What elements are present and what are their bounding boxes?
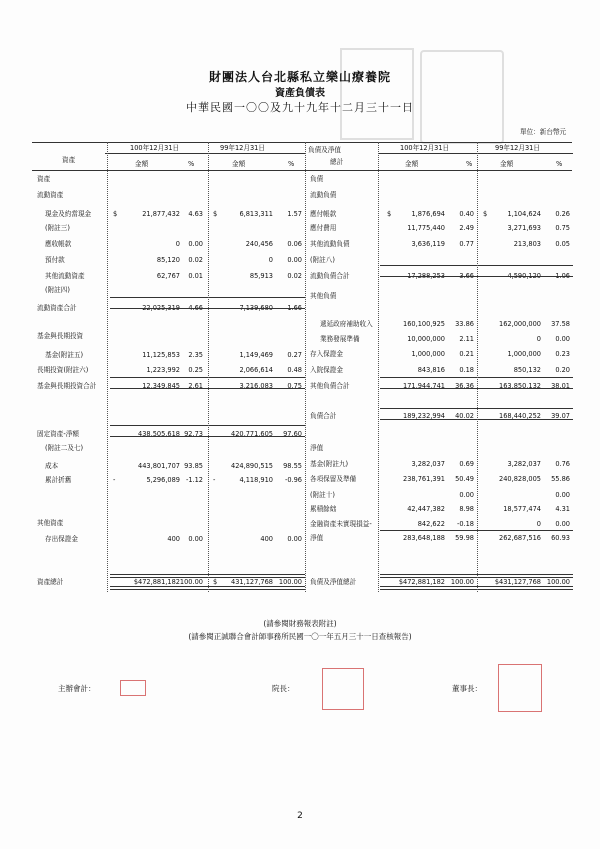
liability-amount-100: 42,447,382 bbox=[407, 505, 445, 513]
liability-pct-99: 0.00 bbox=[555, 335, 570, 343]
asset-row-label: 成本 bbox=[45, 462, 59, 470]
asset-row-label: 存出保證金 bbox=[45, 535, 78, 543]
asset-pct-100: 2.35 bbox=[188, 351, 203, 359]
liability-pct-99: 0.26 bbox=[555, 210, 570, 218]
asset-row-label: 長期投資(附註六) bbox=[37, 366, 89, 374]
liability-row-label: 淨值 bbox=[310, 534, 324, 542]
asset-amount-100: 0 bbox=[175, 240, 180, 248]
col-assets: 資產 bbox=[62, 156, 76, 164]
asset-pct-100: 92.73 bbox=[184, 430, 203, 438]
asset-amount-99: 2,066,614 bbox=[239, 366, 273, 374]
asset-amount-99: 6,813,311 bbox=[239, 210, 273, 218]
asset-pct-99: 98.55 bbox=[283, 462, 302, 470]
asset-pct-99: 97.60 bbox=[283, 430, 302, 438]
asset-row-label: 資產總計 bbox=[37, 578, 64, 586]
asset-amount-99: 4,118,910 bbox=[239, 476, 273, 484]
asset-amount-99: 3,216,083 bbox=[239, 382, 273, 390]
asset-row-label: 基金(附註五) bbox=[45, 351, 84, 359]
report-subtitle: 資產負債表 bbox=[275, 88, 325, 99]
asset-pct-99: 0.75 bbox=[287, 382, 302, 390]
liability-pct-99: 0.00 bbox=[555, 491, 570, 499]
asset-amount-100: 400 bbox=[167, 535, 180, 543]
asset-amount-100: $472,881,182 bbox=[133, 578, 180, 586]
liability-row-label: 負債及淨值總計 bbox=[310, 578, 357, 586]
asset-amount-100: 5,296,089 bbox=[146, 476, 180, 484]
liability-amount-99: 1,000,000 bbox=[507, 350, 541, 358]
asset-amount-99: 85,913 bbox=[249, 272, 273, 280]
report-title: 財團法人台北縣私立樂山療養院 bbox=[208, 70, 391, 84]
liability-amount-99: 163,850,132 bbox=[499, 382, 541, 390]
liability-row-label: 累積餘絀 bbox=[310, 505, 337, 513]
footer-note-1: (請參閱財務報表附註) bbox=[263, 619, 337, 628]
liability-pct-100: 0.69 bbox=[459, 460, 474, 468]
col-pct-a2: % bbox=[288, 160, 295, 168]
asset-amount-99: 420,771,605 bbox=[231, 430, 273, 438]
liability-pct-100: 8.98 bbox=[459, 505, 474, 513]
liability-row-label: 流動負債合計 bbox=[310, 272, 350, 280]
col-amount-b1: 金額 bbox=[405, 160, 419, 168]
asset-pct-99: 1.66 bbox=[287, 304, 302, 312]
asset-amount-99: 424,890,515 bbox=[231, 462, 273, 470]
asset-pct-100: 93.85 bbox=[184, 462, 203, 470]
column-separator bbox=[477, 142, 478, 592]
asset-amount-100: 11,125,853 bbox=[142, 351, 180, 359]
asset-row-label: (附註二及七) bbox=[45, 444, 84, 452]
minus-sign: - bbox=[213, 476, 216, 484]
liability-amount-100: 10,000,000 bbox=[407, 335, 445, 343]
header-sub-rule-2 bbox=[378, 153, 573, 154]
header-top-rule bbox=[32, 142, 572, 143]
asset-amount-99: 400 bbox=[260, 535, 273, 543]
liability-amount-99: 262,687,516 bbox=[499, 534, 541, 542]
liability-pct-100: 100.00 bbox=[450, 578, 474, 586]
report-date: 中華民國一〇〇及九十九年十二月三十一日 bbox=[186, 101, 414, 114]
asset-pct-99: -0.96 bbox=[284, 476, 302, 484]
col-amount-a1: 金額 bbox=[135, 160, 149, 168]
accountant-seal bbox=[120, 680, 146, 696]
liability-amount-100: 189,232,994 bbox=[403, 412, 445, 420]
asset-pct-100: 0.00 bbox=[188, 535, 203, 543]
asset-row-label: 流動資產合計 bbox=[37, 304, 77, 312]
liability-amount-100: 1,876,694 bbox=[411, 210, 445, 218]
asset-amount-100: 443,801,707 bbox=[138, 462, 180, 470]
liability-row-label: 入院保證金 bbox=[310, 366, 343, 374]
liability-pct-100: 59.98 bbox=[455, 534, 474, 542]
liability-row-label: 應付費用 bbox=[310, 224, 337, 232]
liability-pct-99: 0.23 bbox=[555, 350, 570, 358]
asset-amount-99: 431,127,768 bbox=[231, 578, 273, 586]
col-liabilities: 負債及淨值 bbox=[308, 146, 341, 154]
liability-pct-99: 0.20 bbox=[555, 366, 570, 374]
col-amount-a2: 金額 bbox=[232, 160, 246, 168]
liability-pct-99: 38.01 bbox=[551, 382, 570, 390]
liability-amount-100: 3,282,037 bbox=[411, 460, 445, 468]
asset-pct-99: 0.06 bbox=[287, 240, 302, 248]
asset-pct-99: 1.57 bbox=[287, 210, 302, 218]
liability-amount-100: 17,288,253 bbox=[407, 272, 445, 280]
liability-row-label: 其他負債 bbox=[310, 292, 337, 300]
asset-pct-100: 4.66 bbox=[188, 304, 203, 312]
liability-amount-99: $431,127,768 bbox=[494, 578, 541, 586]
liability-amount-100: 842,622 bbox=[417, 520, 445, 528]
liability-amount-99: 850,132 bbox=[513, 366, 541, 374]
liability-row-label: 淨值 bbox=[310, 444, 324, 452]
liability-pct-100: 50.49 bbox=[455, 475, 474, 483]
asset-amount-100: 1,223,992 bbox=[146, 366, 180, 374]
liability-pct-100: 0.00 bbox=[459, 491, 474, 499]
asset-pct-100: 4.63 bbox=[188, 210, 203, 218]
asset-row-label: 固定資產-淨額 bbox=[37, 430, 79, 438]
liability-pct-99: 0.00 bbox=[555, 520, 570, 528]
liability-row-label: 遞延政府補助收入 bbox=[320, 320, 373, 328]
header-bottom-rule bbox=[32, 170, 572, 171]
liability-pct-99: 4.31 bbox=[555, 505, 570, 513]
asset-row-label: 基金與長期投資合計 bbox=[37, 382, 97, 390]
liability-amount-99: 18,577,474 bbox=[503, 505, 541, 513]
asset-pct-99: 0.00 bbox=[287, 535, 302, 543]
liability-amount-99: 162,000,000 bbox=[499, 320, 541, 328]
asset-amount-100: 85,120 bbox=[156, 256, 180, 264]
seal-watermark-2 bbox=[420, 50, 504, 144]
asset-row-label: (附註三) bbox=[45, 224, 70, 232]
currency-symbol: $ bbox=[483, 210, 488, 218]
asset-pct-99: 0.02 bbox=[287, 272, 302, 280]
liability-row-label: 其他流動負債 bbox=[310, 240, 350, 248]
liability-row-label: 各項保留及準備 bbox=[310, 475, 357, 483]
col-pct-a1: % bbox=[188, 160, 195, 168]
liability-amount-99: 168,440,252 bbox=[499, 412, 541, 420]
asset-pct-100: 0.00 bbox=[188, 240, 203, 248]
liability-amount-100: 283,648,188 bbox=[403, 534, 445, 542]
liability-amount-99: 213,803 bbox=[513, 240, 541, 248]
column-separator bbox=[107, 142, 108, 592]
asset-pct-99: 100.00 bbox=[278, 578, 302, 586]
liability-pct-100: 0.40 bbox=[459, 210, 474, 218]
liability-amount-100: 160,100,925 bbox=[403, 320, 445, 328]
asset-pct-100: 0.02 bbox=[188, 256, 203, 264]
liability-amount-99: 0 bbox=[536, 520, 541, 528]
asset-pct-100: 0.25 bbox=[188, 366, 203, 374]
liability-row-label: 金融資產未實現損益- bbox=[310, 520, 372, 528]
asset-pct-100: 0.01 bbox=[188, 272, 203, 280]
liability-pct-100: 33.86 bbox=[455, 320, 474, 328]
col-amount-b2: 金額 bbox=[500, 160, 514, 168]
liability-pct-100: 36.36 bbox=[455, 382, 474, 390]
asset-row-label: 其他流動資產 bbox=[45, 272, 85, 280]
liability-row-label: 存入保證金 bbox=[310, 350, 343, 358]
liability-amount-100: 3,636,119 bbox=[411, 240, 445, 248]
liability-amount-100: $472,881,182 bbox=[398, 578, 445, 586]
liability-amount-99: 3,282,037 bbox=[507, 460, 541, 468]
asset-amount-99: 0 bbox=[268, 256, 273, 264]
page-number: 2 bbox=[297, 811, 303, 821]
asset-amount-100: 62,767 bbox=[156, 272, 180, 280]
liability-amount-100: 11,775,440 bbox=[407, 224, 445, 232]
liability-pct-99: 0.75 bbox=[555, 224, 570, 232]
liability-pct-100: 40.02 bbox=[455, 412, 474, 420]
chairman-label: 董事長： bbox=[452, 684, 482, 693]
liability-row-label: 流動負債 bbox=[310, 191, 337, 199]
asset-amount-100: 22,025,319 bbox=[142, 304, 180, 312]
asset-amount-99: 240,456 bbox=[245, 240, 273, 248]
asset-pct-99: 0.48 bbox=[287, 366, 302, 374]
liability-amount-100: 171,944,741 bbox=[403, 382, 445, 390]
liability-pct-99: 1.06 bbox=[555, 272, 570, 280]
currency-unit: 單位：新台幣元 bbox=[520, 128, 567, 136]
asset-row-label: 資產 bbox=[37, 175, 51, 183]
asset-amount-100: 438,505,618 bbox=[138, 430, 180, 438]
currency-symbol: $ bbox=[113, 210, 118, 218]
asset-row-label: 現金及約當現金 bbox=[45, 210, 92, 218]
asset-row-label: 應收帳款 bbox=[45, 240, 72, 248]
header-sub-rule bbox=[105, 153, 305, 154]
accountant-label: 主辦會計： bbox=[58, 684, 96, 693]
liability-pct-99: 39.07 bbox=[551, 412, 570, 420]
asset-pct-99: 0.27 bbox=[287, 351, 302, 359]
asset-pct-100: 100.00 bbox=[179, 578, 203, 586]
liability-amount-99: 1,104,624 bbox=[507, 210, 541, 218]
chairman-seal bbox=[498, 664, 542, 712]
liability-pct-99: 0.76 bbox=[555, 460, 570, 468]
liability-row-label: (附註十) bbox=[310, 491, 335, 499]
asset-row-label: 預付款 bbox=[45, 256, 65, 264]
liability-amount-99: 0 bbox=[536, 335, 541, 343]
liability-pct-99: 60.93 bbox=[551, 534, 570, 542]
currency-symbol: $ bbox=[213, 578, 218, 586]
col-y99-b: 99年12月31日 bbox=[495, 144, 540, 152]
column-separator bbox=[208, 142, 209, 592]
minus-sign: - bbox=[113, 476, 116, 484]
liability-pct-100: 2.11 bbox=[459, 335, 474, 343]
asset-amount-100: 21,877,432 bbox=[142, 210, 180, 218]
liability-row-label: 其他負債合計 bbox=[310, 382, 350, 390]
liability-pct-99: 55.86 bbox=[551, 475, 570, 483]
liability-pct-100: 0.77 bbox=[459, 240, 474, 248]
liability-row-label: 負債 bbox=[310, 175, 324, 183]
liability-amount-99: 240,828,005 bbox=[499, 475, 541, 483]
asset-row-label: 其他資產 bbox=[37, 519, 64, 527]
column-separator bbox=[378, 142, 379, 592]
director-seal bbox=[322, 668, 364, 710]
liability-pct-99: 37.58 bbox=[551, 320, 570, 328]
liability-amount-99: 3,271,693 bbox=[507, 224, 541, 232]
asset-amount-99: 1,149,469 bbox=[239, 351, 273, 359]
liability-pct-100: 2.49 bbox=[459, 224, 474, 232]
asset-row-label: 流動資產 bbox=[37, 191, 64, 199]
asset-pct-99: 0.00 bbox=[287, 256, 302, 264]
liability-pct-99: 0.05 bbox=[555, 240, 570, 248]
liability-pct-100: 3.66 bbox=[459, 272, 474, 280]
asset-row-label: 基金與長期投資 bbox=[37, 332, 84, 340]
asset-amount-99: 7,139,680 bbox=[239, 304, 273, 312]
col-y99-a: 99年12月31日 bbox=[220, 144, 265, 152]
asset-amount-100: 12,349,845 bbox=[142, 382, 180, 390]
liability-amount-100: 238,761,391 bbox=[403, 475, 445, 483]
asset-row-label: 累計折舊 bbox=[45, 476, 72, 484]
asset-pct-100: 2.61 bbox=[188, 382, 203, 390]
currency-symbol: $ bbox=[213, 210, 218, 218]
column-separator bbox=[305, 142, 306, 592]
col-pct-b1: % bbox=[466, 160, 473, 168]
liability-pct-100: 0.18 bbox=[459, 366, 474, 374]
liability-row-label: 應付帳款 bbox=[310, 210, 337, 218]
liability-pct-100: -0.18 bbox=[456, 520, 474, 528]
footer-note-2: (請參閱正誠聯合會計師事務所民國一〇一年五月三十一日查核報告) bbox=[188, 632, 412, 641]
liability-pct-99: 100.00 bbox=[546, 578, 570, 586]
liability-row-label: 基金(附註九) bbox=[310, 460, 349, 468]
liability-amount-100: 1,000,000 bbox=[411, 350, 445, 358]
asset-row-label: (附註四) bbox=[45, 286, 70, 294]
director-label: 院長： bbox=[272, 684, 295, 693]
liability-row-label: 負債合計 bbox=[310, 412, 337, 420]
asset-pct-100: -1.12 bbox=[185, 476, 203, 484]
liability-pct-100: 0.21 bbox=[459, 350, 474, 358]
col-liabilities-total: 總計 bbox=[330, 158, 344, 166]
currency-symbol: $ bbox=[387, 210, 392, 218]
liability-amount-99: 4,590,120 bbox=[507, 272, 541, 280]
col-y100-b: 100年12月31日 bbox=[400, 144, 450, 152]
col-y100-a: 100年12月31日 bbox=[130, 144, 180, 152]
liability-amount-100: 843,816 bbox=[417, 366, 445, 374]
liability-row-label: (附註八) bbox=[310, 256, 335, 264]
liability-row-label: 業務發展準備 bbox=[320, 335, 360, 343]
col-pct-b2: % bbox=[556, 160, 563, 168]
